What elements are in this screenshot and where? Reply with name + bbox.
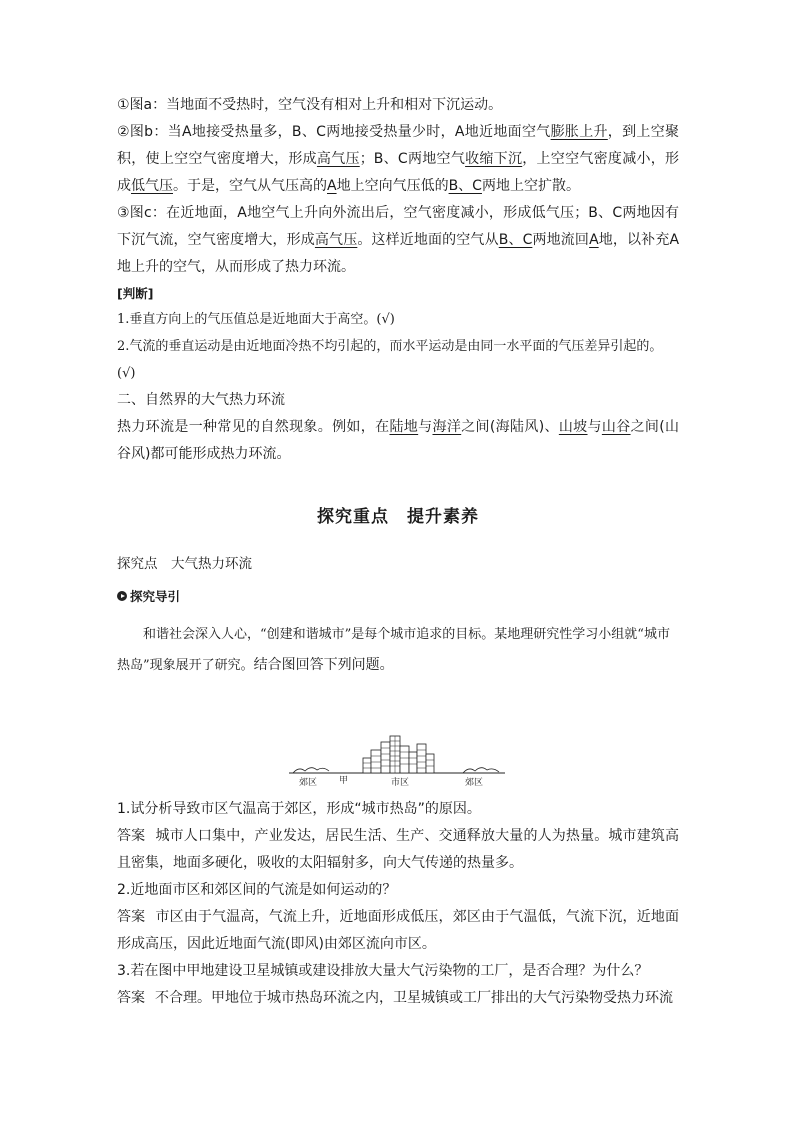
answer-1 <box>117 823 679 877</box>
answer-label: 答案 <box>117 909 146 925</box>
answer-text: 城市人口集中，产业发达，居民生活、生产、交通释放大量的人为热量。城市建筑高且密集，地面多硬化，吸收的太阳辐射多，向大气传递的热量多。 <box>117 828 680 871</box>
paragraph-figure-c <box>117 200 679 281</box>
intro-tail: 结合图回答下列问题。 <box>253 657 394 673</box>
text: 。这样近地面的空气从 <box>357 232 499 248</box>
underlined-term: B、C <box>498 232 533 248</box>
answer-label: 答案 <box>117 828 146 844</box>
underlined-term: 低气压 <box>131 178 173 194</box>
paragraph-figure-a: ①图a：当地面不受热时，空气没有相对上升和相对下沉运动。 <box>117 97 503 113</box>
underlined-term: 山坡 <box>558 419 588 435</box>
text: 之间(海陆风)、 <box>461 419 559 435</box>
question-answer-block <box>117 796 679 1012</box>
text: ，到上空聚积，使上空空气密度增大，形成 <box>117 124 679 167</box>
underlined-term: B、C <box>448 178 482 194</box>
text: 之间(山谷风)都可能形成热力环流。 <box>117 419 680 462</box>
city-skyline-illustration <box>287 732 507 792</box>
paragraph-figure-b <box>117 119 679 200</box>
underlined-term: 收缩下沉 <box>465 151 523 167</box>
text: ③图c：在近地面，A地空气上升向外流出后，空气密度减小，形成低气压；B、C两地因有下沉气流，空气密度增大，形成 <box>117 205 679 248</box>
judge-item-2: 2.气流的垂直运动是由近地面冷热不均引起的，而水平运动是由同一水平面的气压差异引起的。(√) <box>117 339 663 381</box>
text: 热力环流是一种常见的自然现象。例如，在 <box>117 419 390 435</box>
text: ，上空空气密度减小，形成 <box>117 151 680 194</box>
play-circle-icon <box>117 591 127 601</box>
figure-label-suburb-right: 郊区 <box>465 778 484 788</box>
judge-tag: [判断] <box>117 286 154 301</box>
underlined-term: 海洋 <box>432 419 462 435</box>
underlined-term: 膨胀上升 <box>550 124 608 140</box>
text: 两地流回 <box>532 232 590 248</box>
underlined-term: 高气压 <box>316 151 360 167</box>
inquiry-guide-label: 探究导引 <box>130 589 181 604</box>
intro-paragraph <box>117 620 679 681</box>
underlined-term: 陆地 <box>389 419 419 435</box>
text: 与 <box>587 419 602 435</box>
question-1: 1.试分析导致市区气温高于郊区，形成“城市热岛”的原因。 <box>117 801 481 817</box>
question-3: 3.若在图中甲地建设卫星城镇或建设排放大量大气污染物的工厂，是否合理？为什么？ <box>117 963 649 979</box>
text: 地上空向气压低的 <box>336 178 449 194</box>
urban-heat-island-figure <box>287 732 507 792</box>
text: 。于是，空气从气压高的 <box>173 178 327 194</box>
intro-text: 和谐社会深入人心，“创建和谐城市”是每个城市追求的目标。某地理研究性学习小组就“城市热岛”现象展开了研究。 <box>117 627 670 673</box>
text: 与 <box>418 419 433 435</box>
question-2: 2.近地面市区和郊区间的气流是如何运动的？ <box>117 882 397 898</box>
answer-2 <box>117 904 679 958</box>
figure-label-suburb-left: 郊区 <box>299 778 318 788</box>
judge-item-1: 1.垂直方向上的气压值总是近地面大于高空。(√) <box>117 312 395 327</box>
underlined-term: 山谷 <box>601 419 631 435</box>
underlined-term: A <box>589 232 599 248</box>
inquiry-point-title: 探究点 大气热力环流 <box>117 556 252 572</box>
section-heading-2: 二、自然界的大气热力环流 <box>117 392 285 408</box>
figure-label-city: 市区 <box>391 778 410 788</box>
answer-text: 不合理。甲地位于城市热岛环流之内，卫星城镇或工厂排出的大气污染物受热力环流 <box>155 990 673 1006</box>
section-title: 探究重点 提升素养 <box>317 507 479 527</box>
text: ；B、C两地空气 <box>359 151 466 167</box>
text: ②图b：当A地接受热量多，B、C两地接受热量少时，A地近地面空气 <box>117 124 551 140</box>
answer-text: 市区由于气温高，气流上升，近地面形成低压，郊区由于气温低，气流下沉，近地面形成高压，因此近地面气流(即风)由郊区流向市区。 <box>117 909 680 952</box>
underlined-term: 高气压 <box>314 232 358 248</box>
paragraph-natural-circulation <box>117 414 679 468</box>
underlined-term: A <box>327 178 337 194</box>
inquiry-guide <box>117 587 180 605</box>
figure-label-jia: 甲 <box>339 776 349 786</box>
document-page <box>117 92 680 1006</box>
answer-label: 答案 <box>117 990 145 1006</box>
text: 两地上空扩散。 <box>481 178 580 194</box>
answer-3 <box>117 985 679 1012</box>
text: 地，以补充A地上升的空气，从而形成了热力环流。 <box>117 232 680 275</box>
